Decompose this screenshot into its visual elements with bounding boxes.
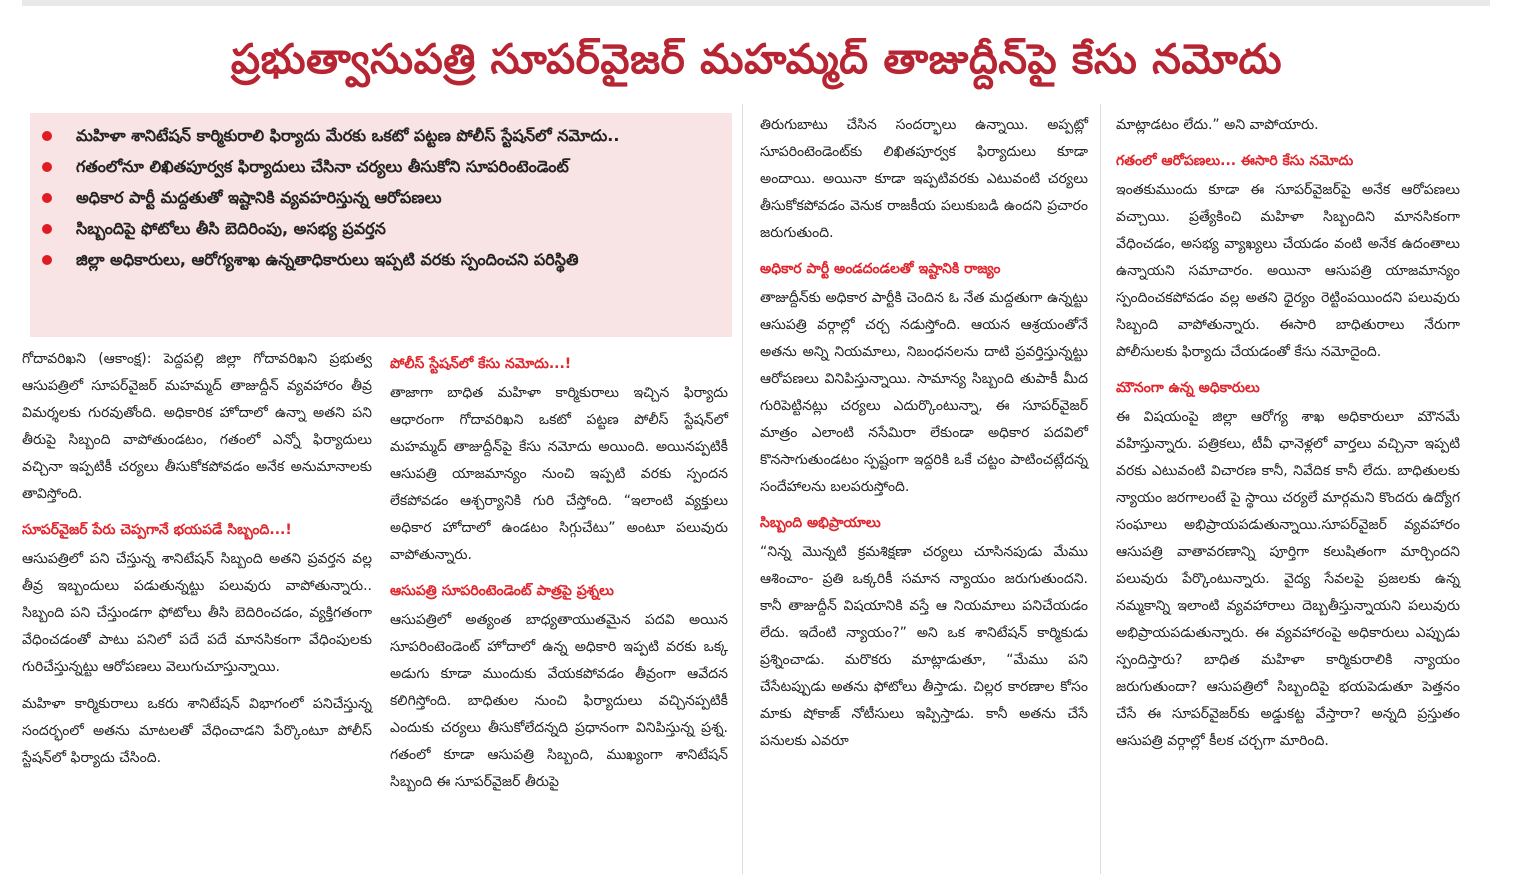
article-paragraph: తాజాగా బాధిత మహిళా కార్మికురాలు ఇచ్చిన ఫిర్యాదు ఆధారంగా గోదావరిఖని ఒకటో పట్టణ పోలీస్ స్టేషన్‌లో మహమ్మద్ తాజుద్దీన్‌పై కేసు నమోదు అయింది. అయినప్పటికీ ఆసుపత్రి యాజమాన్యం నుంచి ఇప్పటి వరకు స్పందన లేకపోవడం ఆశ్చర్యానికి గురి చేస్తోంది. “ఇలాంటి వ్యక్తులు అధికార హోదాలో ఉండటం సిగ్గుచేటు” అంటూ పలువురు వాపోతున్నారు. [390, 385, 728, 563]
article-headline: ప్రభుత్వాసుపత్రి సూపర్‌వైజర్ మహమ్మద్ తాజుద్దీన్‌పై కేసు నమోదు [230, 35, 1283, 83]
highlight-item [38, 122, 724, 150]
section-heading: సిబ్బంది అభిప్రాయాలు [760, 515, 881, 531]
bullet-icon [42, 255, 52, 265]
article-paragraph: ఈ విషయంపై జిల్లా ఆరోగ్య శాఖ అధికారులూ మౌనమే వహిస్తున్నారు. పత్రికలు, టీవీ ఛానెళ్లలో వార్తలు వచ్చినా ఇప్పటి వరకు ఎటువంటి విచారణ కానీ, నివేదిక కానీ లేదు. బాధితులకు న్యాయం జరగాలంటే పై స్థాయి చర్యలే మార్గమని కొందరు ఉద్యోగ సంఘాలు అభిప్రాయపడుతున్నాయి.సూపర్‌వైజర్ వ్యవహారం ఆసుపత్రి వాతావరణాన్ని పూర్తిగా కలుషితంగా మార్చిందని పలువురు పేర్కొంటున్నారు. వైద్య సేవలపై ప్రజలకు ఉన్న నమ్మకాన్ని ఇలాంటి వ్యవహారాలు దెబ్బతీస్తున్నాయని పలువురు అభిప్రాయపడుతున్నారు. ఈ వ్యవహారంపై అధికారులు ఎప్పుడు స్పందిస్తారు? బాధిత మహిళా కార్మికురాలికి న్యాయం జరుగుతుందా? ఆసుపత్రిలో సిబ్బందిపై భయపెడుతూ పెత్తనం చేసే ఈ సూపర్‌వైజర్‌కు అడ్డుకట్ట వేస్తారా? అన్నది ప్రస్తుతం ఆసుపత్రి వర్గాల్లో కీలక చర్చగా మారింది. [1116, 409, 1460, 749]
section-heading: సూపర్‌వైజర్ పేరు చెప్పగానే భయపడే సిబ్బంది...! [22, 522, 292, 538]
highlight-item [38, 184, 724, 212]
column-3 [760, 112, 1088, 765]
highlight-text: సిబ్బందిపై ఫోటోలు తీసి బెదిరింపు, అసభ్య ప్రవర్తన [76, 219, 386, 238]
article-paragraph: మాట్లాడటం లేదు.” అని వాపోయారు. [1116, 117, 1319, 133]
highlight-text: మహిళా శానిటేషన్ కార్మికురాలి ఫిర్యాదు మేరకు ఒకటో పట్టణ పోలీస్ స్టేషన్‌లో నమోదు.. [76, 126, 620, 145]
top-strip [22, 0, 1490, 6]
highlights-box [30, 113, 732, 337]
highlight-text: జిల్లా అధికారులు, ఆరోగ్యశాఖ ఉన్నతాధికారులు ఇప్పటి వరకు స్పందించని పరిస్థితి [76, 250, 579, 269]
bullet-icon [42, 131, 52, 141]
highlight-text: గతంలోనూ లిఖితపూర్వక ఫిర్యాదులు చేసినా చర్యలు తీసుకోని సూపరింటెండెంట్ [76, 157, 569, 176]
column-4 [1116, 112, 1460, 765]
highlight-text: అధికార పార్టీ మద్దతుతో ఇష్టానికి వ్యవహరిస్తున్న ఆరోపణలు [76, 188, 442, 207]
column-divider [1100, 104, 1101, 874]
bullet-icon [42, 224, 52, 234]
article-paragraph: ఇంతకుముందు కూడా ఈ సూపర్‌వైజర్‌పై అనేక ఆరోపణలు వచ్చాయి. ప్రత్యేకించి మహిళా సిబ్బందిని మానసికంగా వేధించడం, అసభ్య వ్యాఖ్యలు చేయడం వంటి అనేక ఉదంతాలు ఉన్నాయని సమాచారం. అయినా ఆసుపత్రి యాజమాన్యం స్పందించకపోవడం వల్ల అతని ధైర్యం రెట్టింపయిందని పలువురు సిబ్బంది వాపోతున్నారు. ఈసారి బాధితురాలు నేరుగా పోలీసులకు ఫిర్యాదు చేయడంతో కేసు నమోదైంది. [1116, 182, 1460, 360]
section-heading: మౌనంగా ఉన్న అధికారులు [1116, 380, 1260, 396]
section-heading: పోలీస్ స్టేషన్‌లో కేసు నమోదు...! [390, 356, 572, 372]
article-paragraph: మహిళా కార్మికురాలు ఒకరు శానిటేషన్ విభాగంలో పనిచేస్తున్న సందర్భంలో అతను మాటలతో వేధించాడని పేర్కొంటూ పోలీస్ స్టేషన్‌లో ఫిర్యాదు చేసింది. [22, 696, 372, 766]
section-heading: ఆసుపత్రి సూపరింటెండెంట్ పాత్రపై ప్రశ్నలు [390, 583, 614, 599]
bullet-icon [42, 193, 52, 203]
highlight-item [38, 153, 724, 181]
highlight-item [38, 215, 724, 243]
article-paragraph: గోదావరిఖని (ఆకాంక్ష): పెద్దపల్లి జిల్లా గోదావరిఖని ప్రభుత్వ ఆసుపత్రిలో సూపర్‌వైజర్ మహమ్మద్ తాజుద్దీన్ వ్యవహారం తీవ్ర విమర్శలకు గురవుతోంది. అధికారిక హోదాలో ఉన్నా అతని పని తీరుపై సిబ్బంది వాపోతుండటం, గతంలో ఎన్నో ఫిర్యాదులు వచ్చినా ఇప్పటికీ చర్యలు తీసుకోకపోవడం అనేక అనుమానాలకు తావిస్తోంది. [22, 351, 372, 502]
section-heading: అధికార పార్టీ అండదండలతో ఇష్టానికి రాజ్యం [760, 261, 1001, 277]
article-paragraph: తాజుద్దీన్‌కు అధికార పార్టీకి చెందిన ఓ నేత మద్దతుగా ఉన్నట్టు ఆసుపత్రి వర్గాల్లో చర్చ నడుస్తోంది. ఆయన ఆశ్రయంతోనే అతను అన్ని నియమాలు, నిబంధనలను దాటి ప్రవర్తిస్తున్నట్టు ఆరోపణలు వినిపిస్తున్నాయి. సామాన్య సిబ్బంది తుపాకీ మీద గురిపెట్టినట్లు చర్యలు ఎదుర్కొంటున్నా, ఈ సూపర్‌వైజర్ మాత్రం ఎలాంటి నసేమిరా లేకుండా అధికార పదవిలో కొనసాగుతుండటం స్పష్టంగా ఇద్దరికి ఒకే చట్టం పాటించట్లేదన్న సందేహాలను బలపరుస్తోంది. [760, 290, 1088, 495]
bullet-icon [42, 162, 52, 172]
article-paragraph: ఆసుపత్రిలో పని చేస్తున్న శానిటేషన్ సిబ్బంది అతని ప్రవర్తన వల్ల తీవ్ర ఇబ్బందులు పడుతున్నట్టు పలువురు వాపోతున్నారు.. సిబ్బంది పని చేస్తుండగా ఫోటోలు తీసి బెదిరించడం, వ్యక్తిగతంగా వేధించడంతో పాటు పనిలో పదే పదే మానసికంగా వేధింపులకు గురిచేస్తున్నట్టు ఆరోపణలు వెలుగుచూస్తున్నాయి. [22, 551, 372, 675]
column-2 [390, 346, 728, 806]
column-divider [742, 104, 743, 874]
column-1 [22, 346, 372, 782]
article-paragraph: ఆసుపత్రిలో అత్యంత బాధ్యతాయుతమైన పదవి అయిన సూపరింటెండెంట్ హోదాలో ఉన్న అధికారి ఇప్పటి వరకు ఒక్క అడుగు కూడా ముందుకు వేయకపోవడం తీవ్రంగా ఆవేదన కలిగిస్తోంది. బాధితుల నుంచి ఫిర్యాదులు వచ్చినప్పటికీ ఎందుకు చర్యలు తీసుకోలేదన్నది ప్రధానంగా వినిపిస్తున్న ప్రశ్న. గతంలో కూడా ఆసుపత్రి సిబ్బంది, ముఖ్యంగా శానిటేషన్ సిబ్బంది ఈ సూపర్‌వైజర్ తీరుపై [390, 612, 728, 790]
article-paragraph: “నిన్న మొన్నటి క్రమశిక్షణా చర్యలు చూసినపుడు మేము ఆశించాం- ప్రతి ఒక్కరికీ సమాన న్యాయం జరుగుతుందని. కానీ తాజుద్దీన్ విషయానికి వస్తే ఆ నియమాలు పనిచేయడం లేదు. ఇదేంటి న్యాయం?” అని ఒక శానిటేషన్ కార్మికుడు ప్రశ్నించాడు. మరొకరు మాట్లాడుతూ, “మేము పని చేసేటప్పుడు అతను ఫోటోలు తీస్తాడు. చిల్లర కారణాల కోసం మాకు షోకాజ్ నోటీసులు ఇప్పిస్తాడు. కానీ అతను చేసే పనులకు ఎవరూ [760, 544, 1088, 749]
article-paragraph: తిరుగుబాటు చేసిన సందర్భాలు ఉన్నాయి. అప్పట్లో సూపరింటెండెంట్‌కు లిఖితపూర్వక ఫిర్యాదులు కూడా అందాయి. అయినా కూడా ఇప్పటివరకు ఎటువంటి చర్యలు తీసుకోకపోవడం వెనుక రాజకీయ పలుకుబడి ఉందని ప్రచారం జరుగుతుంది. [760, 117, 1088, 241]
section-heading: గతంలో ఆరోపణలు... ఈసారి కేసు నమోదు [1116, 153, 1354, 169]
highlight-item [38, 246, 724, 274]
